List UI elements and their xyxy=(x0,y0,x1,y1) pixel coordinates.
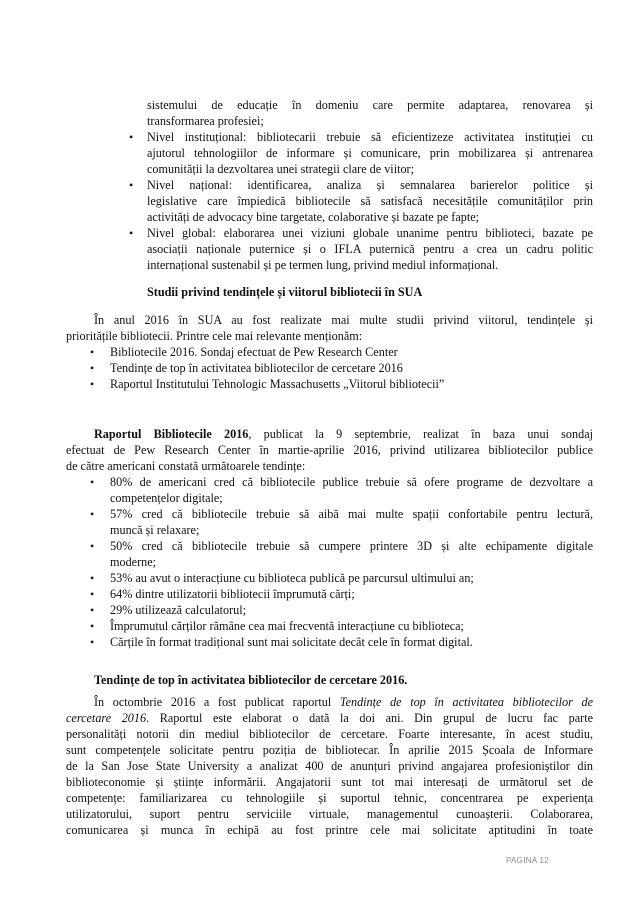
list-item-line: sistemului de educație în domeniu care permite adaptarea, renovarea și xyxy=(147,98,593,112)
list-item-line: 50% cred că bibliotecile trebuie să cumpere printere 3D și alte echipamente digitale xyxy=(110,539,593,553)
list-item-line: comunității la dezvoltarea unei strategii clare de viitor; xyxy=(147,162,415,176)
bullet-icon: • xyxy=(90,345,95,359)
list-item-line: 64% dintre utilizatorii bibliotecii împrumută cărți; xyxy=(110,587,355,601)
paragraph-line: competențe: familiarizarea cu tehnologiile și suportul tehnic, concentrarea pe experiența xyxy=(66,791,593,805)
bullet-icon: • xyxy=(90,587,95,601)
page-number: PAGINA 12 xyxy=(506,856,550,865)
list-item-line: muncă și relaxare; xyxy=(110,523,200,537)
list-item-line: asociații naționale puternice și o IFLA puternică pentru a crea un cadru politic xyxy=(147,242,593,256)
paragraph-text: . Raportul este elaborat o dată la doi ani. Din grupul de lucru fac parte xyxy=(146,711,593,725)
report-title-italic: Tendințe de top în activitatea bibliotecilor de xyxy=(339,695,593,709)
list-item-line: ajutorul tehnologiilor de informare și comunicare, prin mobilizarea și antrenarea xyxy=(147,146,593,160)
list-item-line: 57% cred că bibliotecile trebuie să aibă mai multe spații confortabile pentru lectură, xyxy=(110,507,593,521)
bullet-icon: • xyxy=(90,635,95,649)
list-item-line: 29% utilizează calculatorul; xyxy=(110,603,247,617)
list-item-line: 80% de americani cred că bibliotecile publice trebuie să ofere programe de dezvoltare a xyxy=(110,475,593,489)
paragraph-line: biblioteconomie și științe informării. Angajatorii sunt tot mai interesați de următorul set de xyxy=(66,775,593,789)
bullet-icon: • xyxy=(90,361,95,375)
paragraph-line: efectuat de Pew Research Center în martie-aprilie 2016, privind utilizarea bibliotecilor publice xyxy=(66,443,593,457)
paragraph-line: de la San Jose State University a analizat 400 de anunțuri privind angajarea profesioniștilor din xyxy=(66,759,593,773)
bullet-icon: • xyxy=(90,539,95,553)
bullet-icon: • xyxy=(90,619,95,633)
bullet-icon: • xyxy=(90,507,95,521)
list-item-line: Nivel național: identificarea, analiza și semnalarea barierelor politice și xyxy=(147,178,593,192)
bullet-icon: • xyxy=(90,475,95,489)
paragraph-line: sunt competențele solicitate pentru poziția de bibliotecar. În aprilie 2015 Școala de Informare xyxy=(66,743,593,757)
list-item-line: activități de advocacy bine targetate, colaborative și bazate pe fapte; xyxy=(147,210,480,224)
list-item-line: moderne; xyxy=(110,555,157,569)
paragraph-line: prioritățile bibliotecii. Printre cele mai relevante menționăm: xyxy=(66,329,363,343)
report-title: Raportul Bibliotecile 2016 xyxy=(94,427,249,441)
list-item-line: Cărțile în format tradițional sunt mai solicitate decât cele în format digital. xyxy=(110,635,473,649)
list-item: Tendințe de top în activitatea bibliotecilor de cercetare 2016 xyxy=(110,361,403,375)
paragraph-line: comunicarea și munca în echipă au fost printre cele mai solicitate aptitudini în toate xyxy=(66,823,593,837)
bullet-icon: • xyxy=(129,130,134,144)
bullet-icon: • xyxy=(129,178,134,192)
list-item-line: legislative care împiedică bibliotecile să satisfacă necesitățile comunităților prin xyxy=(147,194,593,208)
list-item-line: competențelor digitale; xyxy=(110,491,223,505)
bullet-icon: • xyxy=(90,603,95,617)
list-item: Bibliotecile 2016. Sondaj efectuat de Pew Research Center xyxy=(110,345,398,359)
section-heading: Tendințe de top în activitatea bibliotecilor de cercetare 2016. xyxy=(94,673,408,687)
paragraph-line xyxy=(94,426,593,442)
bullet-icon: • xyxy=(90,571,95,585)
paragraph-text: , publicat la 9 septembrie, realizat în baza unui sondaj xyxy=(248,427,593,441)
list-item-line: internațional sustenabil și pe termen lung, privind mediul informațional. xyxy=(147,258,499,272)
paragraph-line: utilizatorului, suport pentru serviciile virtuale, managementul cunoașterii. Colaborarea, xyxy=(66,807,593,821)
list-item-line: Împrumutul cărților rămâne cea mai frecventă interacțiune cu biblioteca; xyxy=(110,619,464,633)
bullet-icon: • xyxy=(129,226,134,240)
list-item-line: 53% au avut o interacțiune cu biblioteca publică pe parcursul ultimului an; xyxy=(110,571,474,585)
list-item: Raportul Institutului Tehnologic Massachusetts „Viitorul bibliotecii” xyxy=(110,377,445,391)
list-item-line: Nivel instituțional: bibliotecarii trebuie să eficientizeze activitatea instituției cu xyxy=(147,130,593,144)
paragraph-line: În anul 2016 în SUA au fost realizate mai multe studii privind viitorul, tendințele și xyxy=(94,313,593,327)
report-title-italic: cercetare 2016 xyxy=(66,711,147,725)
bullet-icon: • xyxy=(90,377,95,391)
paragraph-line: de către americani constată următoarele tendințe: xyxy=(66,459,306,473)
paragraph-line xyxy=(94,694,593,710)
paragraph-line: personalități notorii din mediul bibliotecilor de cercetare. Foarte interesante, în acest studiu, xyxy=(66,727,593,741)
list-item-line: Nivel global: elaborarea unei viziuni globale unanime pentru biblioteci, bazate pe xyxy=(147,226,593,240)
paragraph-text: În octombrie 2016 a fost publicat raportul xyxy=(94,695,340,709)
paragraph-line xyxy=(66,710,593,726)
section-heading: Studii privind tendințele și viitorul bibliotecii în SUA xyxy=(147,285,423,299)
list-item-line: transformarea profesiei; xyxy=(147,114,264,128)
